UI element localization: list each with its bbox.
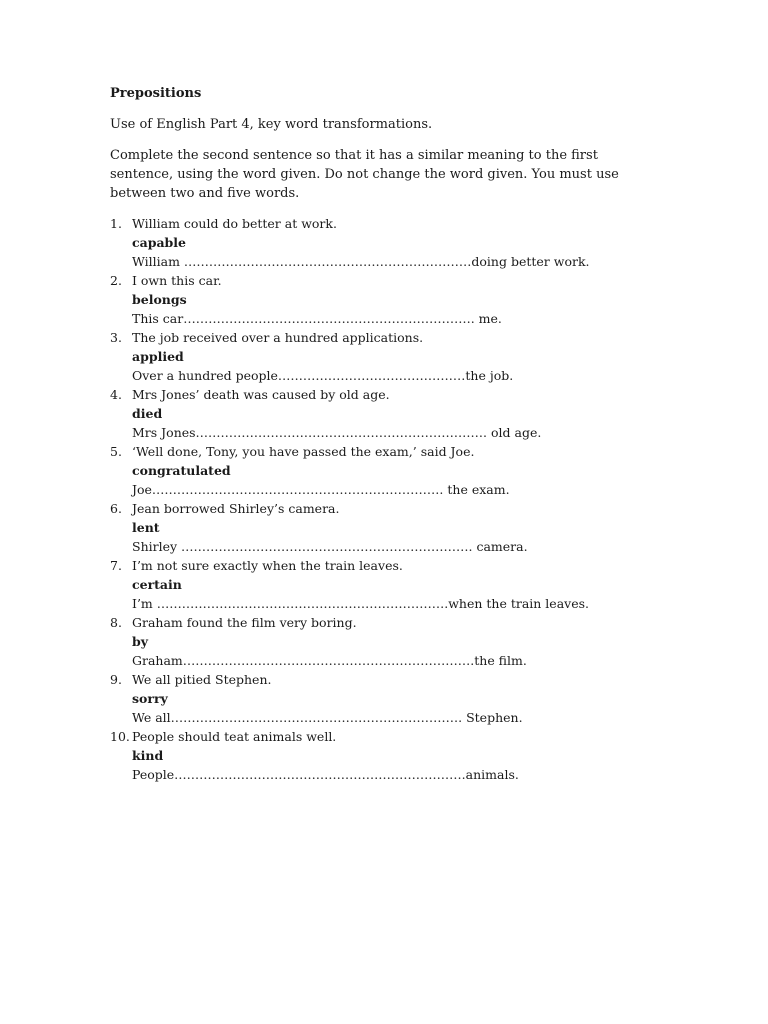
item-keyword: belongs [132,292,187,307]
item-number: 7. [110,558,122,573]
instructions: Complete the second sentence so that it has a similar meaning to the first sentence, using the word given. Do not change the word given. You must use between two and five words. [110,148,619,201]
exercise-item [110,214,670,271]
exercise-item [110,442,670,499]
exercise-item [110,385,670,442]
item-keyword: by [132,634,149,649]
item-sentence: The job received over a hundred applications. [132,330,424,345]
item-keyword: congratulated [132,463,231,478]
item-answer-line: Shirley ……………………………………………………………. camera. [132,539,528,554]
item-sentence: ‘Well done, Tony, you have passed the exam,’ said Joe. [132,444,475,459]
exercise-item [110,613,670,670]
item-answer-line: Graham…………………………………………………………….the film. [132,653,527,668]
item-keyword: kind [132,748,164,763]
item-number: 10. [110,729,130,744]
item-keyword: capable [132,235,186,250]
item-sentence: Mrs Jones’ death was caused by old age. [132,387,390,402]
item-sentence: I’m not sure exactly when the train leaves. [132,558,403,573]
exercise-item [110,499,670,556]
item-number: 4. [110,387,122,402]
item-answer-line: Joe……………………………………………………………. the exam. [132,482,510,497]
item-number: 2. [110,273,122,288]
item-sentence: I own this car. [132,273,222,288]
worksheet [110,84,670,784]
item-answer-line: We all……………………………………………………………. Stephen. [132,710,523,725]
item-number: 9. [110,672,122,687]
item-keyword: died [132,406,163,421]
item-keyword: applied [132,349,184,364]
exercise-item [110,670,670,727]
item-sentence: People should teat animals well. [132,729,337,744]
item-number: 6. [110,501,122,516]
exercise-list [110,214,670,784]
item-number: 1. [110,216,122,231]
item-answer-line: I’m …………………………………………………………….when the train leaves. [132,596,589,611]
item-keyword: sorry [132,691,168,706]
item-keyword: certain [132,577,182,592]
item-sentence: We all pitied Stephen. [132,672,272,687]
item-number: 8. [110,615,122,630]
item-sentence: Graham found the film very boring. [132,615,357,630]
item-sentence: Jean borrowed Shirley’s camera. [132,501,340,516]
exercise-item [110,727,670,784]
item-answer-line: This car……………………………………………………………. me. [132,311,502,326]
exercise-item [110,556,670,613]
item-answer-line: People…………………………………………………………….animals. [132,767,519,782]
document-title: Prepositions [110,86,202,101]
item-answer-line: Mrs Jones……………………………………………………………. old age. [132,425,542,440]
exercise-item [110,271,670,328]
item-number: 3. [110,330,122,345]
item-keyword: lent [132,520,160,535]
item-answer-line: William ……………………………………………………………doing better work. [132,254,590,269]
item-number: 5. [110,444,122,459]
item-answer-line: Over a hundred people………………………………………the job. [132,368,514,383]
exercise-item [110,328,670,385]
item-sentence: William could do better at work. [132,216,337,231]
document-subtitle: Use of English Part 4, key word transformations. [110,117,433,132]
